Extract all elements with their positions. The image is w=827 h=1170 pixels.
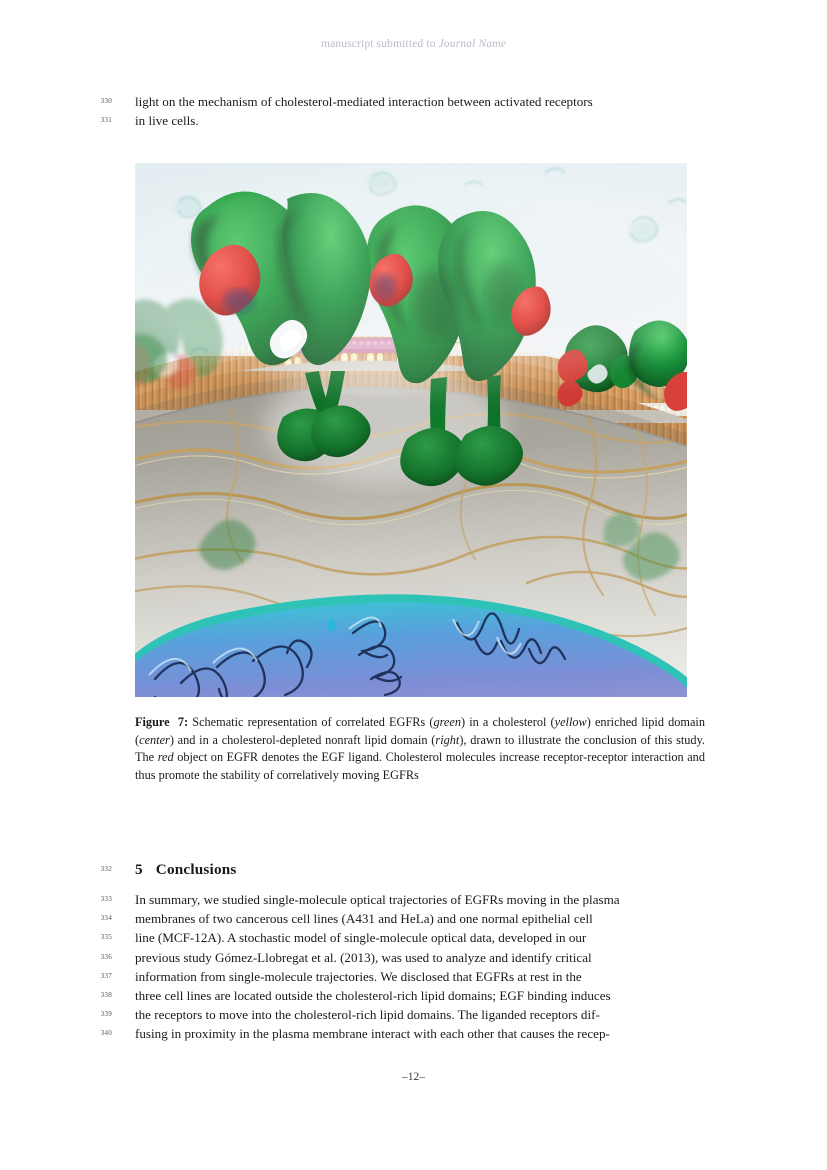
line-number: 340 [100, 1029, 112, 1038]
line-number: 339 [100, 1010, 112, 1019]
line-number: 336 [100, 952, 112, 961]
line-text: in live cells. [135, 113, 199, 129]
line-text: fusing in proximity in the plasma membrane interact with each other that causes the recep- [135, 1026, 610, 1042]
line-number: 335 [100, 933, 112, 942]
figure-label: Figure 7: [135, 715, 189, 729]
caption-text: ), drawn to illustrate the conclusion of this study. The [135, 732, 705, 765]
text-line [100, 92, 687, 111]
caption-text: object on EGFR denotes the EGF ligand. Cholesterol molecules increase receptor-receptor interaction and thus promote the stability of correlatively moving EGFRs [135, 750, 705, 782]
section-heading-conclusions [100, 861, 687, 879]
caption-text: ) enriched lipid domain ( [135, 715, 705, 747]
line-text: previous study Gómez-Llobregat et al. (2013), was used to analyze and identify critical [135, 949, 592, 965]
line-text: In summary, we studied single-molecule optical trajectories of EGFRs moving in the plasma [135, 892, 620, 907]
line-text: membranes of two cancerous cell lines (A431 and HeLa) and one normal epithelial cell [135, 911, 593, 927]
caption-emphasis: green [433, 715, 461, 729]
text-line [100, 986, 697, 1005]
section-number: 5 [135, 861, 143, 878]
figure-caption [135, 714, 705, 784]
line-text: line (MCF-12A). A stochastic model of single-molecule optical data, developed in our [135, 930, 587, 946]
text-line [100, 928, 697, 947]
line-text: three cell lines are located outside the cholesterol-rich lipid domains; EGF binding induces [135, 988, 611, 1004]
text-line [100, 948, 697, 967]
line-number: 334 [100, 914, 112, 923]
line-number: 331 [100, 116, 112, 125]
caption-text: ) in a cholesterol ( [460, 715, 555, 729]
figure-7 [135, 163, 705, 784]
caption-text: ) and in a cholesterol-depleted nonraft lipid domain ( [169, 732, 436, 747]
header-prefix: manuscript submitted to [321, 38, 439, 50]
caption-emphasis: red [157, 750, 174, 765]
figure-illustration [135, 163, 687, 697]
text-line [100, 1024, 697, 1043]
text-line [100, 909, 697, 928]
page-footer: –12– [402, 1071, 425, 1083]
section-title: Conclusions [155, 861, 237, 878]
header-journal-name: Journal Name [438, 38, 506, 50]
line-text: the receptors to move into the cholesterol-rich lipid domains. The liganded receptors dif- [135, 1007, 600, 1023]
figure-caption-text [135, 715, 705, 782]
line-text: information from single-molecule trajectories. We disclosed that EGFRs at rest in the [135, 968, 582, 984]
text-line [100, 890, 697, 909]
text-line [100, 111, 687, 130]
text-line [100, 1005, 697, 1024]
line-number: 337 [100, 971, 112, 980]
text-line [100, 967, 697, 986]
caption-emphasis: right [435, 732, 460, 747]
running-header [0, 38, 827, 50]
caption-emphasis: yellow [554, 715, 587, 729]
conclusions-paragraph [100, 890, 697, 1044]
caption-emphasis: center [139, 732, 170, 747]
line-number: 333 [100, 895, 112, 903]
line-text: light on the mechanism of cholesterol-mediated interaction between activated receptors [135, 94, 593, 109]
top-paragraph [100, 92, 687, 130]
caption-text: Schematic representation of correlated EGFRs ( [192, 715, 434, 729]
line-number: 338 [100, 991, 112, 1000]
line-number: 330 [100, 97, 112, 105]
line-number: 332 [100, 865, 112, 873]
